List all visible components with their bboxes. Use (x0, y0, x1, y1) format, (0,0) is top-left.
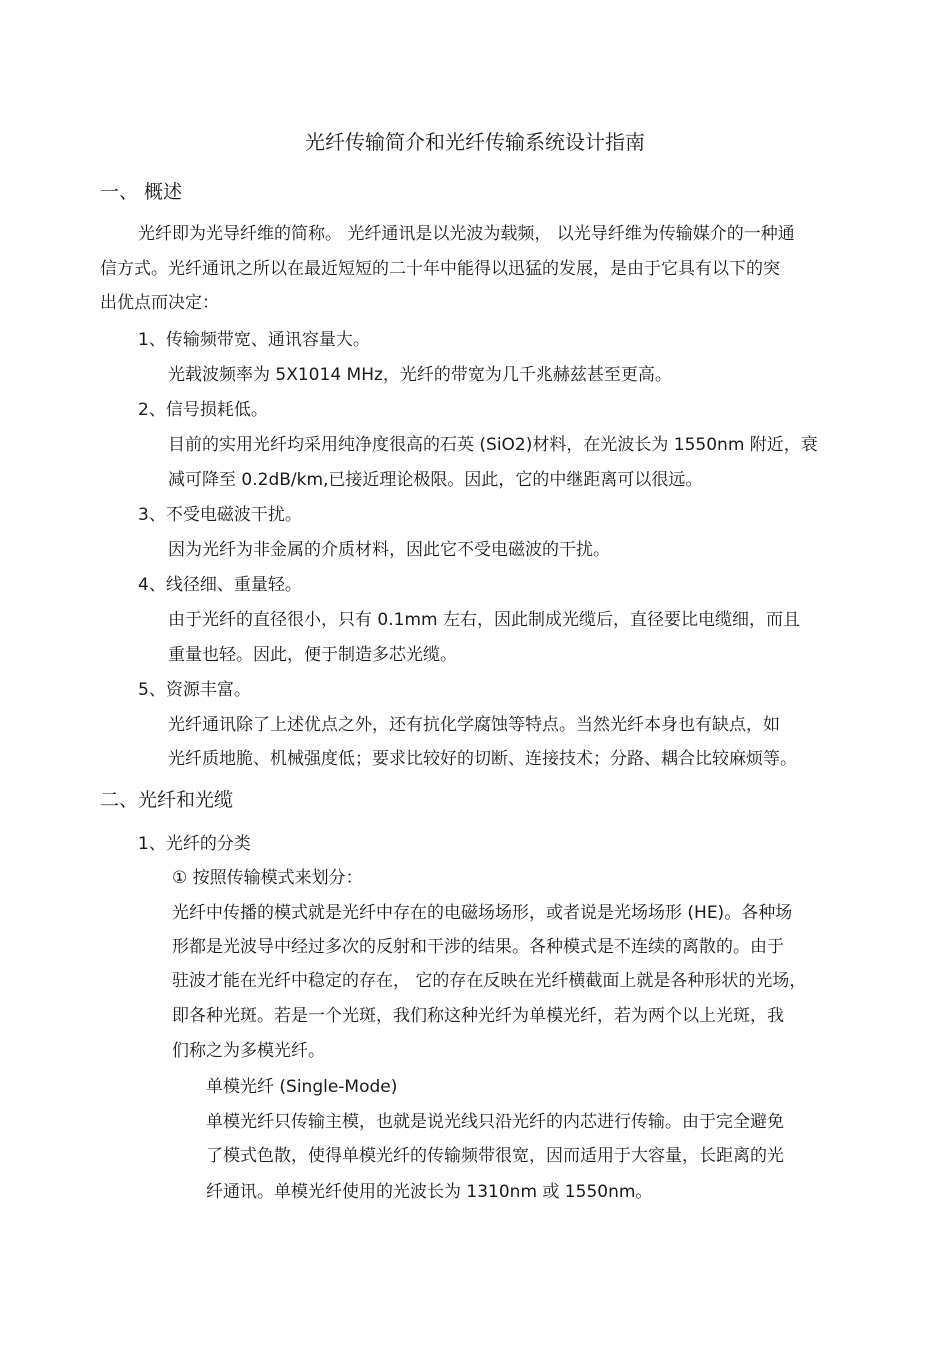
intro-line: 信方式。光纤通讯之所以在最近短短的二十年中能得以迅猛的发展，是由于它具有以下的突 (100, 259, 780, 279)
subsubsection-heading: ① 按照传输模式来划分： (172, 868, 363, 888)
intro-line: 出优点而决定： (100, 293, 219, 313)
item-heading: 3、不受电磁波干扰。 (138, 505, 302, 525)
item-text: 由于光纤的直径很小，只有 0.1mm 左右，因此制成光缆后，直径要比电缆细，而且 (168, 610, 800, 630)
single-mode-heading: 单模光纤 (Single-Mode) (206, 1077, 398, 1097)
subsection-heading: 1、光纤的分类 (138, 834, 251, 854)
item-heading: 4、线径细、重量轻。 (138, 575, 302, 595)
single-mode-line: 单模光纤只传输主模，也就是说光线只沿光纤的内芯进行传输。由于完全避免 (206, 1112, 784, 1132)
para-line: 形都是光波导中经过多次的反射和干涉的结果。各种模式是不连续的离散的。由于 (172, 937, 784, 957)
item-heading: 1、传输频带宽、通讯容量大。 (138, 330, 370, 350)
intro-line: 光纤即为光导纤维的简称。 光纤通讯是以光波为载频， 以光导纤维为传输媒介的一种通 (138, 224, 795, 244)
single-mode-line: 了模式色散，使得单模光纤的传输频带很宽，因而适用于大容量，长距离的光 (206, 1146, 784, 1166)
item-text: 目前的实用光纤均采用纯净度很高的石英 (SiO2)材料，在光波长为 1550nm 附近，衰 (168, 435, 818, 455)
item-text: 重量也轻。因此，便于制造多芯光缆。 (168, 645, 457, 665)
para-line: 光纤中传播的模式就是光纤中存在的电磁场场形，或者说是光场场形 (HE)。各种场 (172, 903, 793, 923)
item-heading: 2、信号损耗低。 (138, 400, 268, 420)
item-text: 光载波频率为 5X1014 MHz，光纤的带宽为几千兆赫兹甚至更高。 (168, 365, 672, 385)
item-text: 减可降至 0.2dB/km,已接近理论极限。因此，它的中继距离可以很远。 (168, 470, 703, 490)
para-line: 驻波才能在光纤中稳定的存在， 它的存在反映在光纤横截面上就是各种形状的光场， (172, 971, 807, 991)
para-line: 们称之为多模光纤。 (172, 1041, 325, 1061)
para-line: 即各种光斑。若是一个光斑，我们称这种光纤为单模光纤，若为两个以上光斑，我 (172, 1006, 784, 1026)
section2-heading: 二、光纤和光缆 (100, 789, 234, 811)
item-text: 光纤通讯除了上述优点之外，还有抗化学腐蚀等特点。当然光纤本身也有缺点，如 (168, 715, 780, 735)
single-mode-line: 纤通讯。单模光纤使用的光波长为 1310nm 或 1550nm。 (206, 1182, 653, 1202)
item-text: 光纤质地脆、机械强度低；要求比较好的切断、连接技术；分路、耦合比较麻烦等。 (168, 749, 797, 769)
item-text: 因为光纤为非金属的介质材料，因此它不受电磁波的干扰。 (168, 540, 610, 560)
document-title: 光纤传输简介和光纤传输系统设计指南 (305, 130, 645, 154)
item-heading: 5、资源丰富。 (138, 680, 251, 700)
section1-heading: 一、 概述 (100, 181, 183, 203)
